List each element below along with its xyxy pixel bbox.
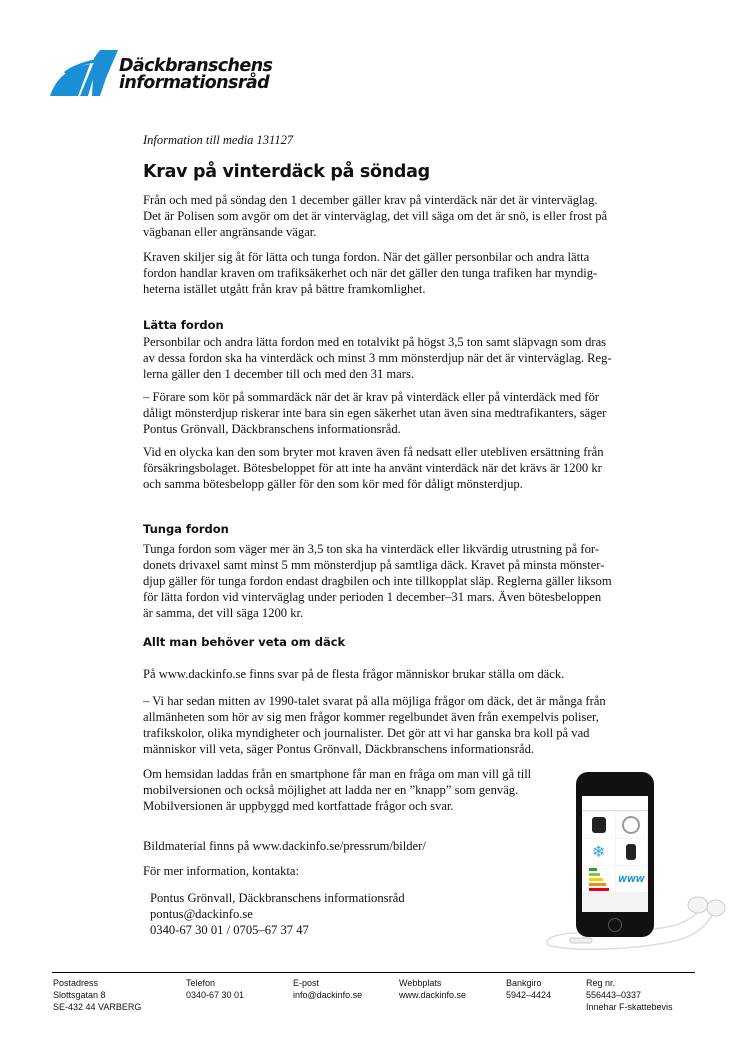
text-line: – Vi har sedan mitten av 1990-talet svarat på alla möjliga frågor om däck, det är många från <box>143 694 606 708</box>
footer-bankgiro <box>506 977 551 1001</box>
energy-label-icon <box>583 866 615 892</box>
section-heading: Lätta fordon <box>143 318 224 332</box>
more-info-line: För mer information, kontakta: <box>143 864 299 878</box>
text-line: Vid en olycka kan den som bryter mot kraven även få nedsatt eller utebliven ersättning från <box>143 445 604 459</box>
text-line: och samma bötesbelopp gäller för den som kör med för dåligt mönsterdjup. <box>143 477 523 491</box>
footer-value: Innehar F-skattebevis <box>586 1002 673 1012</box>
footer-label: Bankgiro <box>506 978 542 988</box>
gauge-icon <box>622 816 640 834</box>
footer-regnr <box>586 977 673 1013</box>
text-line: av dessa fordon ska ha vinterdäck och minst 3 mm mönsterdjup när det är vinterväglag. Reg- <box>143 351 612 365</box>
text-line: allmänheten som hör av sig men frågor kommer regelbundet även från exempelvis poliser, <box>143 710 599 724</box>
snowflake-icon: ❄ <box>583 839 615 865</box>
smartphone-image <box>540 770 730 955</box>
text-line: Det är Polisen som avgör om det är vinterväglag, det vill säga om det är snö, is eller frost på <box>143 209 608 223</box>
text-line: Från och med på söndag den 1 december gäller krav på vinterdäck när det är vinterväglag. <box>143 193 598 207</box>
footer-value: SE-432 44 VARBERG <box>53 1002 142 1012</box>
text-line: Om hemsidan laddas från en smartphone får man en fråga om man vill gå till <box>143 767 532 781</box>
phone-body <box>576 772 654 937</box>
text-line: Personbilar och andra lätta fordon med en totalvikt på högst 3,5 ton samt släpvagn som dras <box>143 335 607 349</box>
image-material-line: Bildmaterial finns på www.dackinfo.se/pressrum/bilder/ <box>143 839 426 853</box>
paragraph <box>143 766 531 814</box>
text-line: donets drivaxel samt minst 5 mm mönsterdjup på samtliga däck. Kravet på minsta mönster- <box>143 558 605 572</box>
footer-value[interactable]: www.dackinfo.se <box>399 990 467 1000</box>
footer-phone <box>186 977 244 1001</box>
text-line: lerna gäller den 1 december till och med den 31 mars. <box>143 367 415 381</box>
text-line: Mobilversionen är uppbyggd med kortfattade frågor och svar. <box>143 799 454 813</box>
paragraph <box>143 693 606 757</box>
text-line: – Förare som kör på sommardäck när det är krav på vinterdäck eller på vinterdäck med för <box>143 390 599 404</box>
phone-screen <box>582 796 648 912</box>
page-title: Krav på vinterdäck på söndag <box>143 162 430 182</box>
footer-divider <box>52 972 695 973</box>
text-line: människor vill veta, säger Pontus Grönvall, Däckbranschens informationsråd. <box>143 742 535 756</box>
paragraph <box>143 444 604 492</box>
tire-icon <box>592 817 606 833</box>
logo-mark-icon <box>50 50 118 98</box>
text-line: Kraven skiljer sig åt för lätta och tunga fordon. När det gäller personbilar och andra lätta <box>143 250 590 264</box>
logo-text <box>119 58 272 92</box>
text-line: dåligt mönsterdjup riskerar inte bara sin egen säkerhet utan även sina medtrafikanters, säger <box>143 406 607 420</box>
text-line: mobilversionen och också möjlighet att ladda ner en ”knapp” som genväg. <box>143 783 519 797</box>
paragraph <box>143 334 612 382</box>
logo-line-1: Däckbranschens <box>119 56 273 76</box>
text-line: Tunga fordon som väger mer än 3,5 ton ska ha vinterdäck eller likvärdig utrustning på for- <box>143 542 600 556</box>
tire-icon <box>626 844 636 860</box>
paragraph <box>143 389 606 437</box>
footer-label: Webbplats <box>399 978 442 988</box>
footer-label: Telefon <box>186 978 216 988</box>
text-line: djup gäller för tunga fordon endast dragbilen och inte tillkopplat släp. Reglerna gäller liksom <box>143 574 612 588</box>
text-line: för lätta fordon vid vinterväglag under perioden 1 december–31 mars. Även bötesbeloppen <box>143 590 602 604</box>
text-line: heterna istället utgått från krav på bättre framkomlighet. <box>143 282 426 296</box>
footer-website <box>399 977 466 1001</box>
contact-phone: 0340-67 30 01 / 0705–67 37 47 <box>150 923 309 937</box>
footer-value: 5942–4424 <box>506 990 552 1000</box>
text-line: försäkringsbolaget. Bötesbeloppet för att inte ha använt vinterdäck när det krävs är 1200 kr <box>143 461 602 475</box>
contact-name: Pontus Grönvall, Däckbranschens informationsråd <box>150 891 405 905</box>
contact-block <box>150 890 405 938</box>
paragraph <box>143 541 612 621</box>
footer-value: Slottsgatan 8 <box>53 990 106 1000</box>
footer-label: Reg nr. <box>586 978 616 988</box>
date-line: Information till media 131127 <box>143 133 294 147</box>
paragraph <box>143 192 607 240</box>
footer-label: Postadress <box>53 978 99 988</box>
text-line: vägbanan eller angränsande vägar. <box>143 225 317 239</box>
footer-value: 0340-67 30 01 <box>186 990 245 1000</box>
text-line: Pontus Grönvall, Däckbranschens informationsråd. <box>143 422 401 436</box>
footer-value: 556443–0337 <box>586 990 642 1000</box>
footer-email <box>293 977 362 1001</box>
text-line: är samma, det vill säga 1200 kr. <box>143 606 304 620</box>
logo-line-2: informationsråd <box>119 73 269 93</box>
footer-postal <box>53 977 141 1013</box>
section-heading: Allt man behöver veta om däck <box>143 635 346 649</box>
www-link: WWW <box>616 866 648 892</box>
footer-label: E-post <box>293 978 320 988</box>
text-line: trafikskolor, olika myndigheter och journalister. Det gör att vi har ganska bra koll på vad <box>143 726 590 740</box>
footer-value[interactable]: info@dackinfo.se <box>293 990 363 1000</box>
home-button <box>608 918 622 932</box>
section-heading: Tunga fordon <box>143 522 229 536</box>
paragraph <box>143 249 597 297</box>
text-line: fordon handlar kraven om trafiksäkerhet och när det gäller den tunga trafiken har myndig- <box>143 266 598 280</box>
paragraph <box>143 666 564 682</box>
text-line: På www.dackinfo.se finns svar på de flesta frågor människor brukar ställa om däck. <box>143 667 565 681</box>
contact-email[interactable]: pontus@dackinfo.se <box>150 907 253 921</box>
